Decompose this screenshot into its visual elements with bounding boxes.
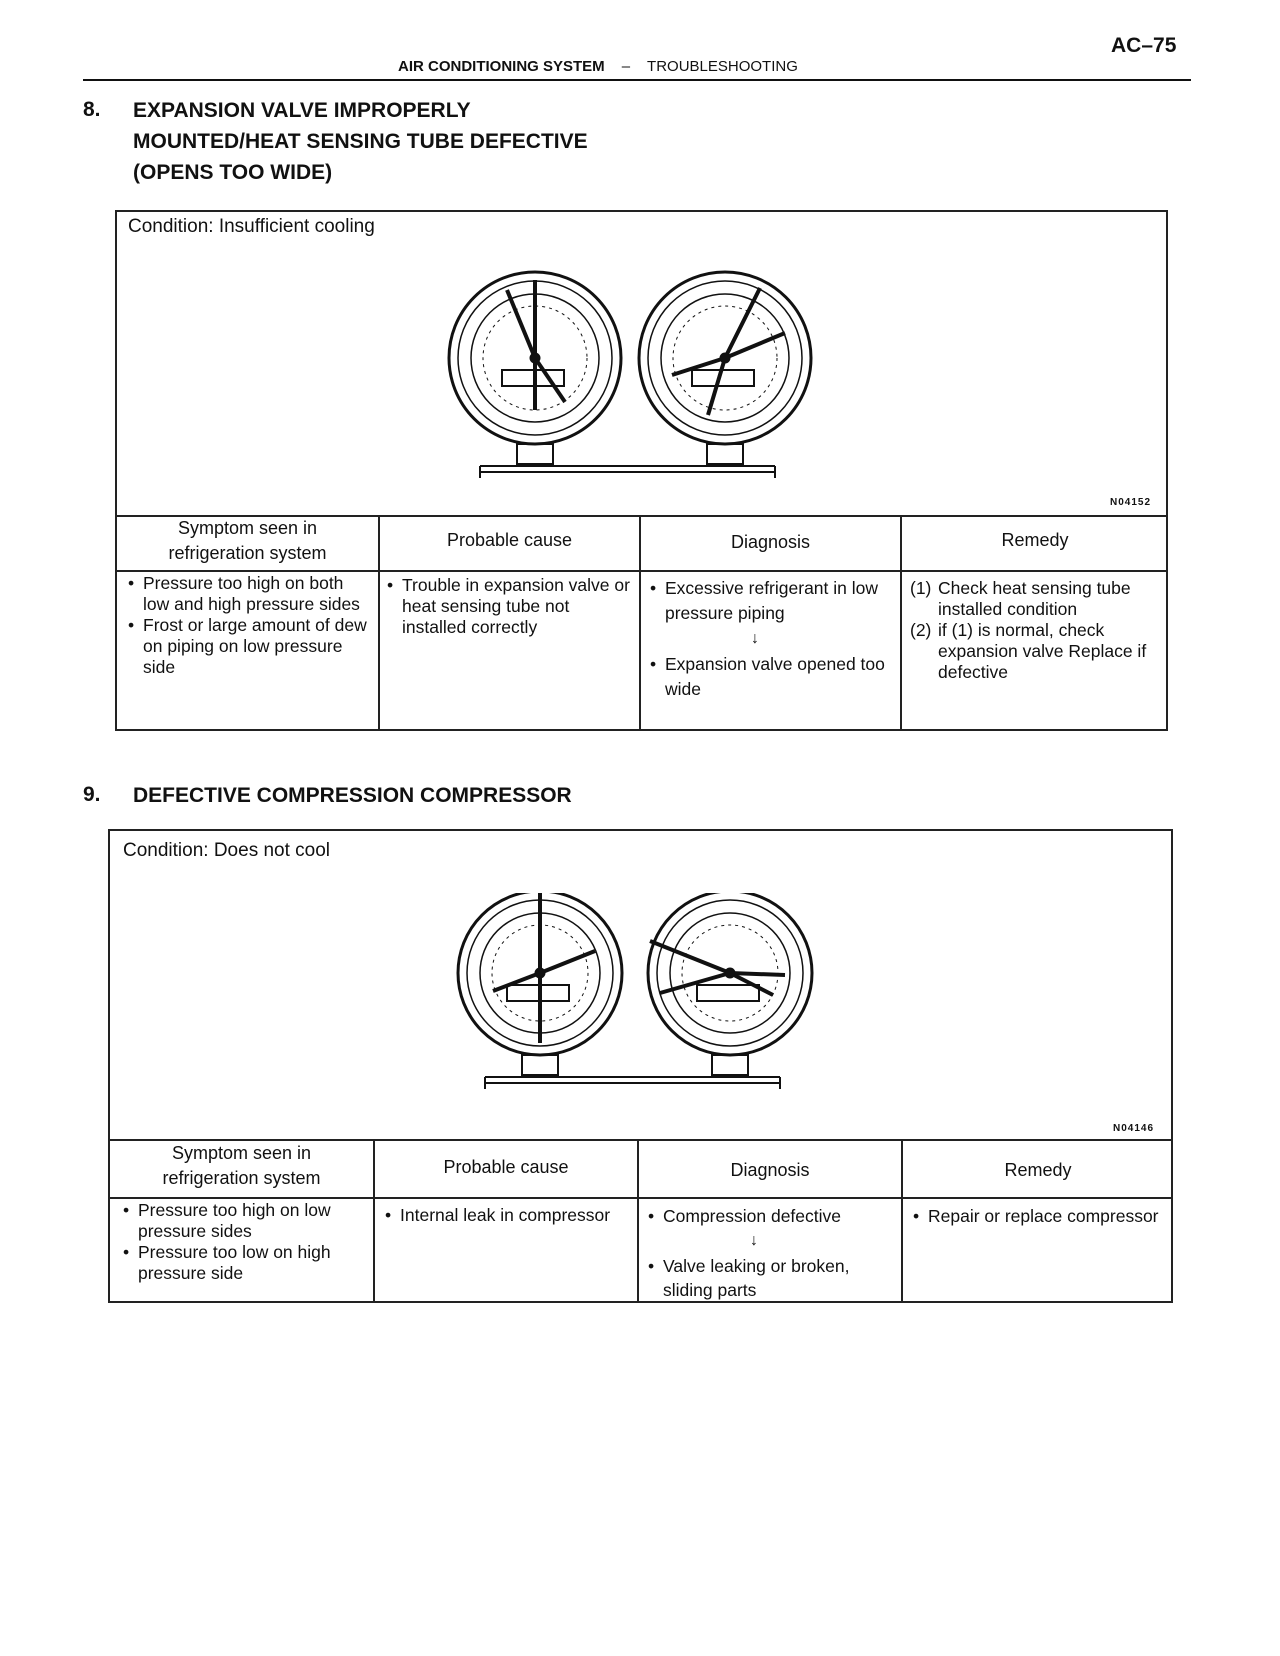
diagnosis-item: • Expansion valve opened too wide <box>645 652 895 702</box>
symptom-header-line: Symptom seen in <box>177 518 318 538</box>
section-8-title <box>133 95 588 188</box>
section-9-cause-cell <box>380 1205 632 1226</box>
low-pressure-gauge-icon <box>458 893 622 1075</box>
section-9-number: 9. <box>83 783 101 806</box>
section-9-title: DEFECTIVE COMPRESSION COMPRESSOR <box>133 784 572 807</box>
section-8-condition: Condition: Insufficient cooling <box>128 216 375 237</box>
section-9-symptom-header <box>110 1141 373 1191</box>
symptom-header-line: refrigeration system <box>168 543 327 563</box>
section-8-title-line: (OPENS TOO WIDE) <box>133 161 333 184</box>
section-9-gauge-illustration <box>445 893 825 1103</box>
symptom-item: • Frost or large amount of dew on piping on low pressure side <box>123 615 373 678</box>
high-pressure-gauge-icon <box>639 272 811 464</box>
section-9-diagnosis-cell <box>643 1204 895 1302</box>
diagnosis-item: • Compression defective <box>643 1204 895 1228</box>
cause-item: • Internal leak in compressor <box>380 1205 632 1226</box>
symptom-item: • Pressure too high on both low and high pressure sides <box>123 573 373 615</box>
symptom-item: • Pressure too high on low pressure sides <box>118 1200 368 1242</box>
remedy-text: if (1) is normal, check expansion valve Replace if defective <box>938 620 1147 682</box>
section-8-remedy-cell <box>910 578 1165 683</box>
header-rule <box>83 79 1191 81</box>
remedy-item <box>910 578 1165 620</box>
section-8-number: 8. <box>83 98 101 121</box>
down-arrow-icon: ↓ <box>750 1232 758 1249</box>
section-8-cause-header: Probable cause <box>446 530 573 550</box>
section-8-title-line: MOUNTED/HEAT SENSING TUBE DEFECTIVE <box>133 130 588 153</box>
section-8-header-rule <box>115 570 1168 572</box>
remedy-item <box>910 620 1165 683</box>
remedy-text: Check heat sensing tube installed condition <box>938 578 1131 619</box>
symptom-item: • Pressure too low on high pressure side <box>118 1242 368 1284</box>
section-9-cause-header: Probable cause <box>443 1157 569 1177</box>
manifold-bar-icon <box>485 1077 780 1089</box>
diagnosis-item: • Excessive refrigerant in low pressure piping <box>645 576 895 626</box>
high-pressure-gauge-icon <box>648 893 812 1075</box>
section-8-cause-cell <box>382 575 634 638</box>
running-header <box>398 58 798 75</box>
symptom-header-line: Symptom seen in <box>171 1143 312 1163</box>
section-8-remedy-header: Remedy <box>1001 530 1069 550</box>
section-8-symptom-cell <box>123 573 373 678</box>
symptom-header-line: refrigeration system <box>162 1168 321 1188</box>
section-8-symptom-header <box>117 516 378 566</box>
cause-item: • Trouble in expansion valve or heat sensing tube not installed correctly <box>382 575 634 638</box>
section-9-diagnosis-header: Diagnosis <box>730 1160 810 1180</box>
page-number: AC–75 <box>1111 34 1177 57</box>
down-arrow-icon: ↓ <box>751 630 759 647</box>
header-section: TROUBLESHOOTING <box>647 58 798 75</box>
section-8-diagnosis-header: Diagnosis <box>730 532 811 552</box>
section-8-title-line: EXPANSION VALVE IMPROPERLY <box>133 99 471 122</box>
section-9-header-rule <box>108 1197 1173 1199</box>
section-9-symptom-cell <box>118 1200 368 1284</box>
section-9-condition: Condition: Does not cool <box>123 840 331 861</box>
diagnosis-item: • Valve leaking or broken, sliding parts <box>643 1254 895 1302</box>
section-9-remedy-cell <box>908 1206 1168 1227</box>
section-8-gauge-illustration <box>440 270 820 490</box>
section-9-remedy-header: Remedy <box>1004 1160 1072 1180</box>
header-separator: – <box>621 58 631 75</box>
manifold-bar-icon <box>480 466 775 478</box>
section-9-figure-code: N04146 <box>1113 1123 1155 1134</box>
section-8-diagnosis-cell <box>645 576 895 702</box>
section-8-figure-code: N04152 <box>1110 497 1152 508</box>
header-system: AIR CONDITIONING SYSTEM <box>398 58 605 75</box>
remedy-item: • Repair or replace compressor <box>908 1206 1168 1227</box>
low-pressure-gauge-icon <box>449 272 621 464</box>
